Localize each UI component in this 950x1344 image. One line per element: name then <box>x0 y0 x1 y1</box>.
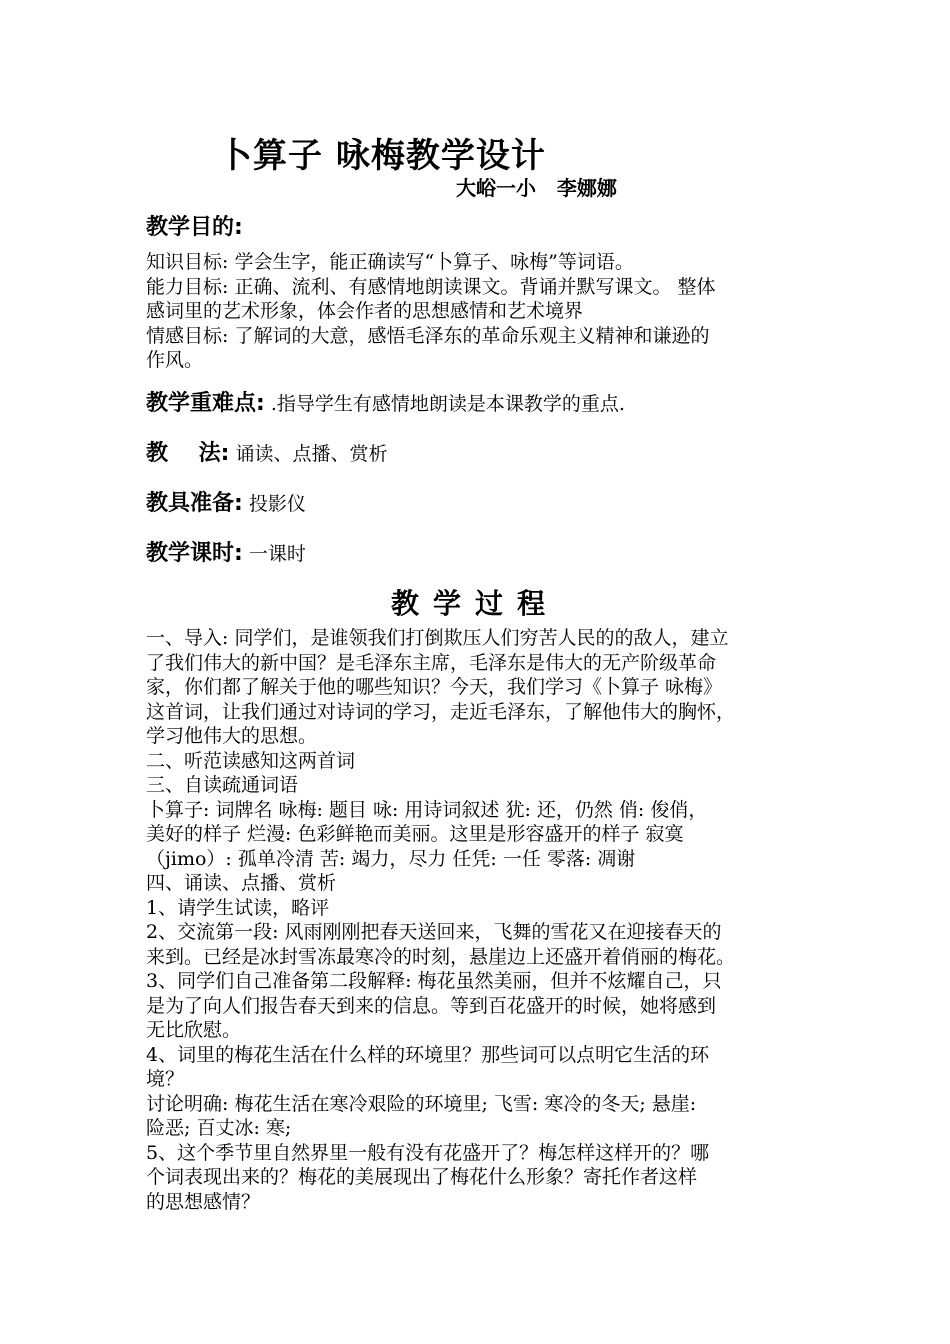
process-line: 卜算子: 词牌名 咏梅: 题目 咏: 用诗词叙述 犹: 还，仍然 俏: 俊俏， <box>146 798 708 821</box>
process-line: 1、请学生试读，略评 <box>146 896 330 919</box>
goal-line: 情感目标: 了解词的大意，感悟毛泽东的革命乐观主义精神和谦逊的 <box>146 324 710 347</box>
process-heading: 教学过程 <box>390 587 559 620</box>
process-block <box>146 626 816 1214</box>
process-line: 这首词，让我们通过对诗词的学习，走近毛泽东，了解他伟大的胸怀， <box>146 700 736 723</box>
process-line: 个词表现出来的？梅花的美展现出了梅花什么形象？寄托作者这样 <box>146 1166 698 1188</box>
process-line: 家，你们都了解关于他的哪些知识？今天，我们学习《卜算子 咏梅》 <box>146 676 723 698</box>
process-line: 二、听范读感知这两首词 <box>146 749 356 772</box>
process-line: 境？ <box>146 1068 185 1090</box>
process-line: 4、词里的梅花生活在什么样的环境里？那些词可以点明它生活的环 <box>146 1043 710 1066</box>
process-line: 三、自读疏通词语 <box>146 774 299 796</box>
process-line: 来到。已经是冰封雪冻最寒冷的时刻，悬崖边上还盛开着俏丽的梅花。 <box>146 945 736 968</box>
hours-label: 教学课时: <box>146 541 243 566</box>
process-line: 一、导入: 同学们，是谁领我们打倒欺压人们穷苦人民的的敌人，建立 <box>146 627 729 649</box>
process-line: 2、交流第一段: 风雨刚刚把春天送回来，飞舞的雪花又在迎接春天的 <box>146 921 722 943</box>
process-line: 3、同学们自己准备第二段解释: 梅花虽然美丽，但并不炫耀自己，只 <box>146 970 722 992</box>
method-label: 教 法: <box>146 441 230 466</box>
process-line: 四、诵读、点播、赏析 <box>146 872 337 894</box>
process-line: 无比欣慰。 <box>146 1019 242 1041</box>
goal-line: 感词里的艺术形象，体会作者的思想感情和艺术境界 <box>146 300 584 322</box>
key-points-label: 教学重难点: <box>146 391 265 416</box>
process-line: 险恶; 百丈冰: 寒; <box>146 1117 292 1139</box>
author-line: 大峪一小 李娜娜 <box>456 176 617 200</box>
goal-line: 能力目标: 正确、流利、有感情地朗读课文。背诵并默写课文。 整体 <box>146 275 716 298</box>
process-line: （jimo）: 孤单冷清 苦: 竭力，尽力 任凭: 一任 零落: 凋谢 <box>146 847 636 870</box>
document-title: 卜算子 咏梅教学设计 <box>218 136 546 176</box>
process-line: 讨论明确: 梅花生活在寒冷艰险的环境里; 飞雪: 寒冷的冬天; 悬崖: <box>146 1092 697 1115</box>
goals-heading: 教学目的: <box>146 215 243 240</box>
process-line: 美好的样子 烂漫: 色彩鲜艳而美丽。这里是形容盛开的样子 寂寞 <box>146 823 684 845</box>
goal-line: 知识目标: 学会生字，能正确读写“卜算子、咏梅”等词语。 <box>146 251 634 273</box>
hours-row <box>146 536 306 567</box>
tools-row <box>146 486 306 517</box>
process-line: 是为了向人们报告春天到来的信息。等到百花盛开的时候，她将感到 <box>146 994 717 1017</box>
process-line: 的思想感情？ <box>146 1190 261 1213</box>
tools-label: 教具准备: <box>146 491 243 516</box>
method-value: 诵读、点播、赏析 <box>235 443 388 465</box>
method-row <box>146 436 387 467</box>
key-points-value: .指导学生有感情地朗读是本课教学的重点. <box>270 393 625 415</box>
goal-line: 作风。 <box>146 349 204 371</box>
hours-value: 一课时 <box>248 543 306 565</box>
goals-block <box>146 250 816 373</box>
process-line: 5、这个季节里自然界里一般有没有花盛开了？梅怎样这样开的？哪 <box>146 1141 710 1164</box>
process-line: 了我们伟大的新中国？是毛泽东主席，毛泽东是伟大的无产阶级革命 <box>146 651 717 674</box>
key-points-row <box>146 386 625 417</box>
tools-value: 投影仪 <box>248 493 306 515</box>
process-line: 学习他伟大的思想。 <box>146 725 318 747</box>
